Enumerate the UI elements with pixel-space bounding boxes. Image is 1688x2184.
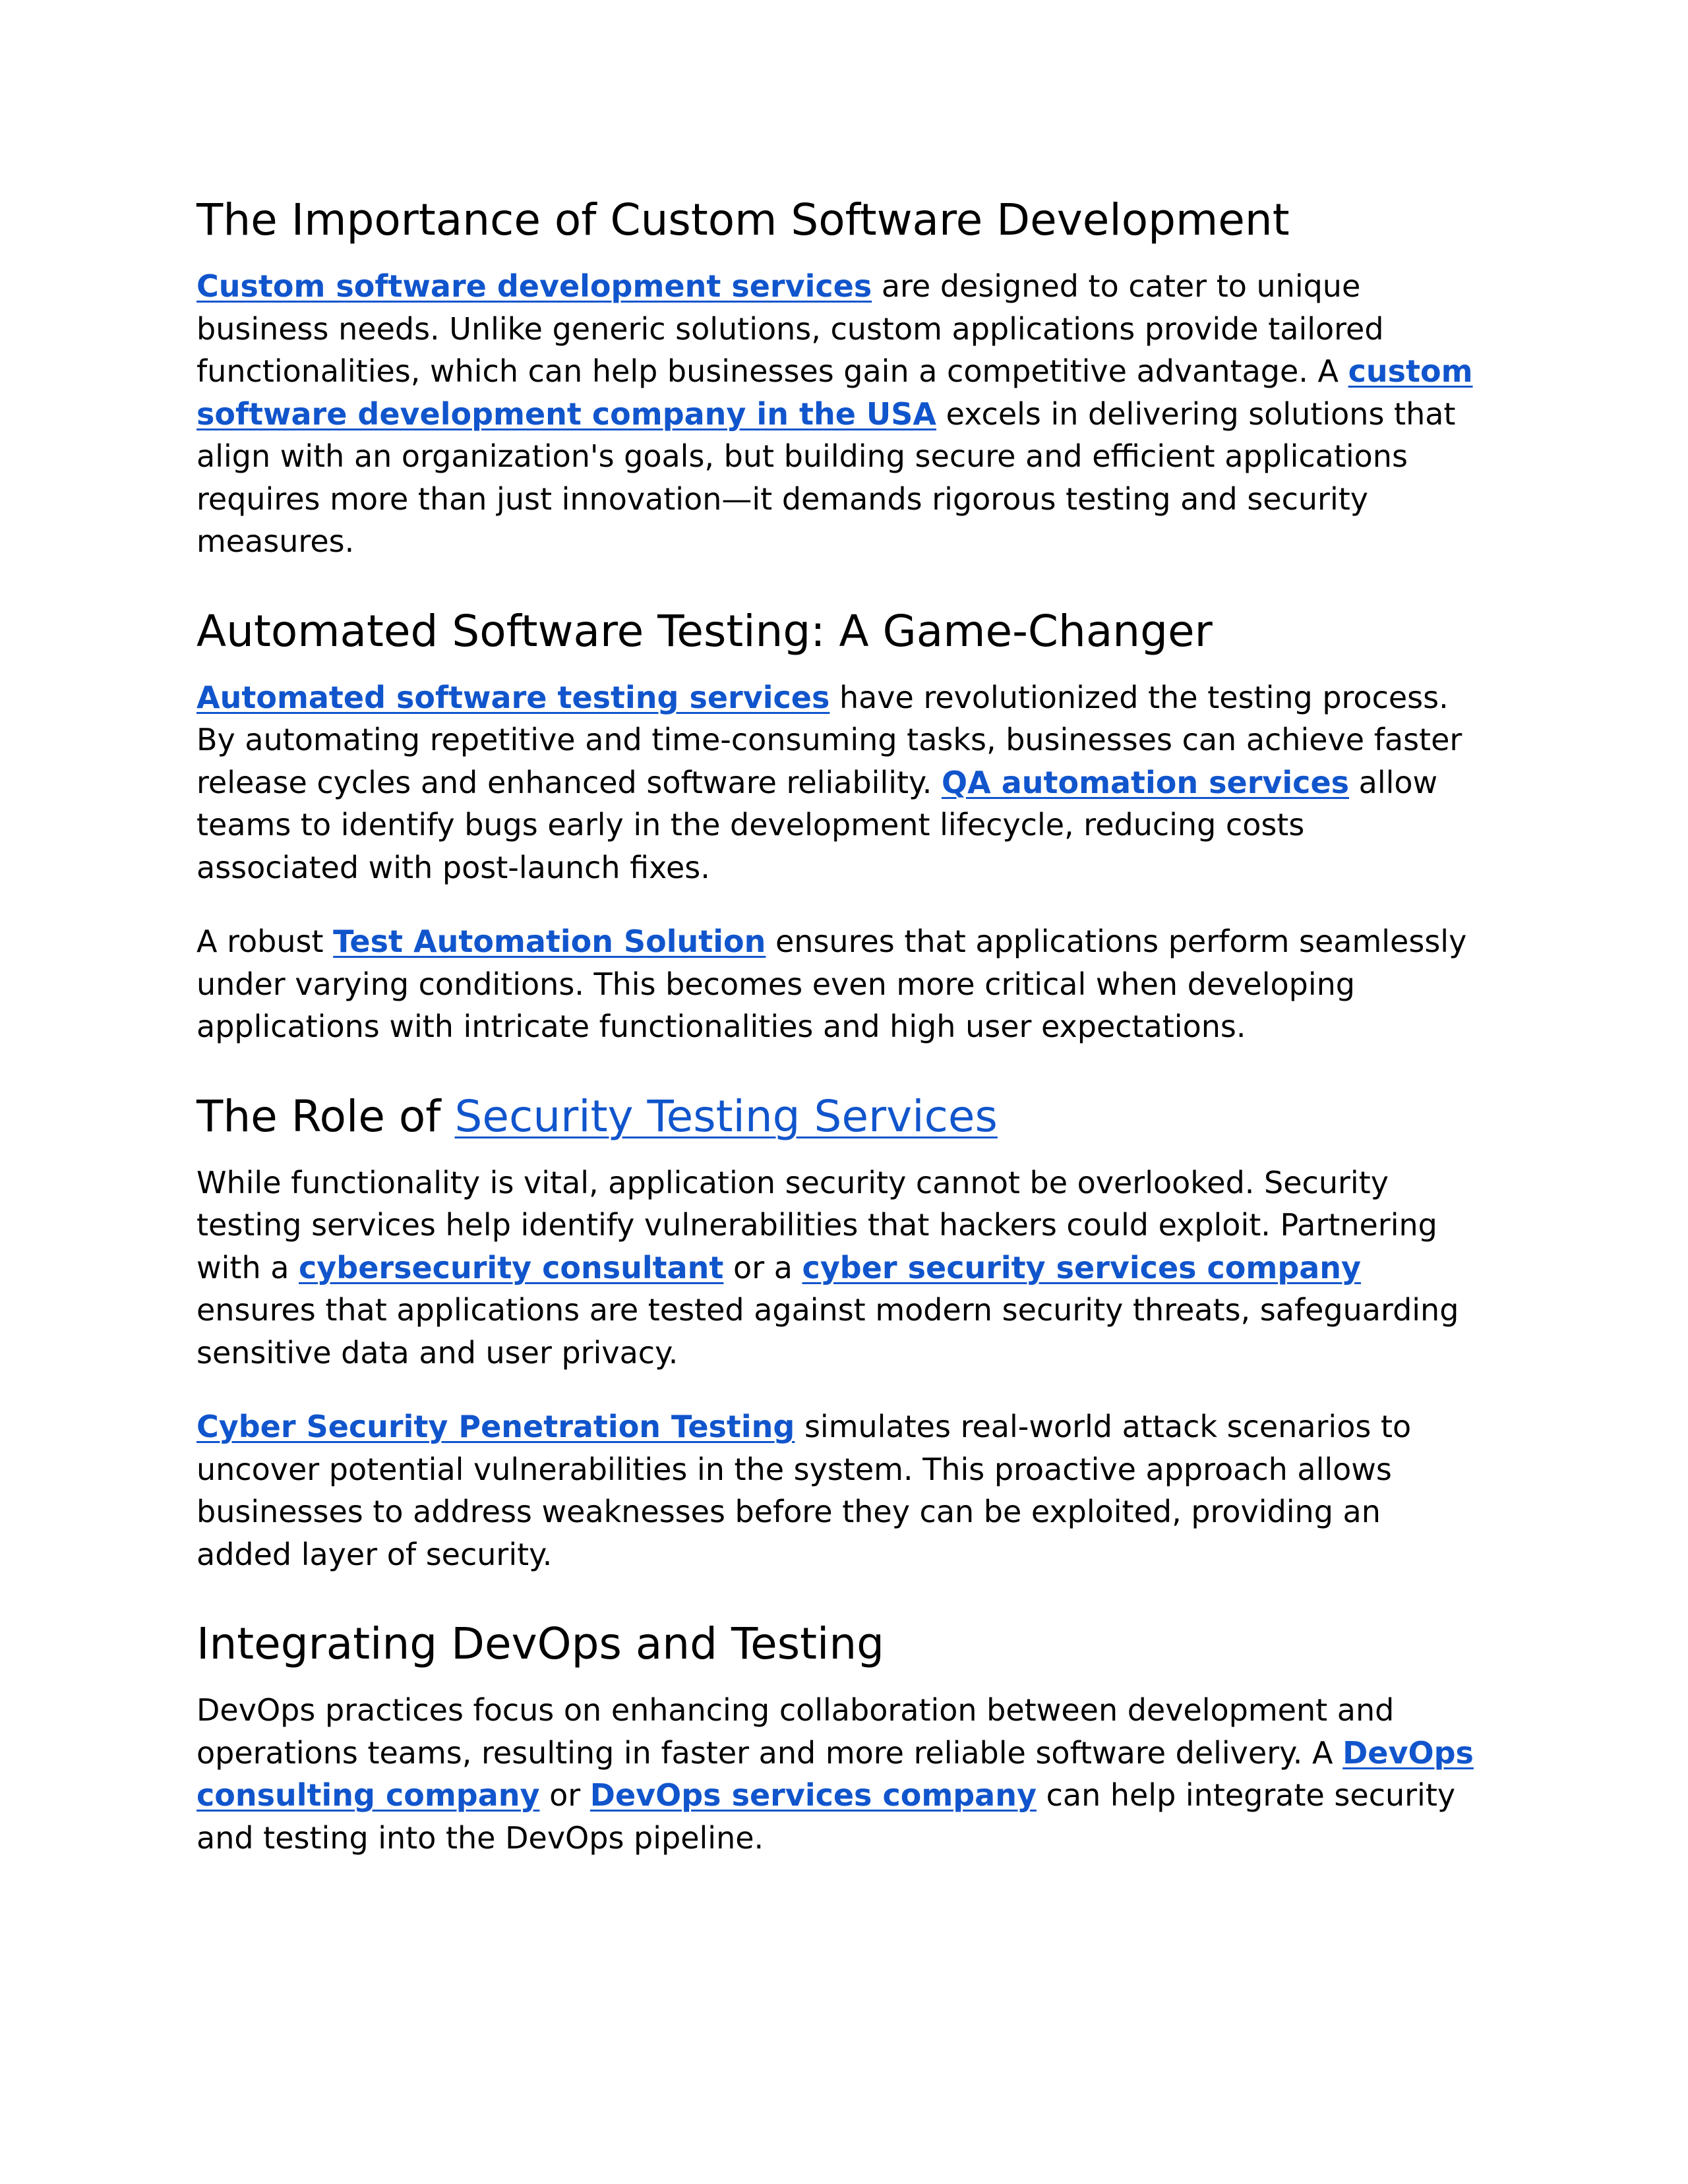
paragraph-security-testing — [196, 1162, 1476, 1374]
section-heading-automated-testing: Automated Software Testing: A Game-Changer — [196, 605, 1213, 657]
section-heading-security-testing — [196, 1088, 1476, 1146]
section-heading-devops: Integrating DevOps and Testing — [196, 1618, 885, 1669]
paragraph-text: or a — [723, 1249, 802, 1285]
paragraph-text: have revolutionized the testing process. By automating repetitive and time-consuming tasks, businesses can achieve faster release cycles and enhanced software reliability. — [196, 679, 1462, 800]
link-devops-services-company[interactable]: DevOps services company — [589, 1777, 1037, 1813]
paragraph-text: ensures that applications perform seamlessly under varying conditions. This becomes even more critical when developing applications with intricate functionalities and high user expectations. — [196, 924, 1467, 1044]
link-cyber-security-services-company[interactable]: cyber security services company — [802, 1249, 1362, 1285]
paragraph-text: allow teams to identify bugs early in the development lifecycle, reducing costs associated with post-launch fixes. — [196, 764, 1438, 885]
link-automated-software-testing-services[interactable]: Automated software testing services — [196, 679, 830, 715]
paragraph-text: excels in delivering solutions that align with an organization's goals, but building secure and efficient applications requires more than just innovation—it demands rigorous testing and security measures. — [196, 396, 1456, 559]
paragraph-automated-testing — [196, 676, 1476, 889]
paragraph-penetration-testing — [196, 1405, 1476, 1576]
link-custom-software-development-services[interactable]: Custom software development services — [196, 268, 872, 304]
paragraph-text: DevOps practices focus on enhancing collaboration between development and operations teams, resulting in faster and more reliable software delivery. A — [196, 1692, 1395, 1771]
paragraph-text: are designed to cater to unique business needs. Unlike generic solutions, custom applications provide tailored functionalities, which can help businesses gain a competitive advantage. A — [196, 268, 1384, 389]
link-cybersecurity-consultant[interactable]: cybersecurity consultant — [299, 1249, 724, 1285]
paragraph-test-automation-solution — [196, 920, 1476, 1048]
paragraph-text: can help integrate security and testing into the DevOps pipeline. — [196, 1777, 1456, 1856]
link-test-automation-solution[interactable]: Test Automation Solution — [333, 924, 766, 959]
paragraph-text: A robust — [196, 924, 334, 959]
paragraph-text: or — [539, 1777, 590, 1813]
link-qa-automation-services[interactable]: QA automation services — [941, 764, 1350, 800]
paragraph-devops — [196, 1689, 1476, 1859]
link-cyber-security-penetration-testing[interactable]: Cyber Security Penetration Testing — [196, 1409, 795, 1444]
link-security-testing-services[interactable]: Security Testing Services — [454, 1090, 998, 1142]
paragraph-text: simulates real-world attack scenarios to uncover potential vulnerabilities in the system. This proactive approach allows businesses to address weaknesses before they can be exploited, providing an added layer of security. — [196, 1409, 1412, 1572]
link-devops-consulting-company[interactable]: DevOps consulting company — [196, 1734, 1474, 1813]
heading-text: The Role of — [196, 1090, 455, 1142]
link-custom-software-company-usa[interactable]: custom software development company in the USA — [196, 353, 1473, 432]
paragraph-custom-software — [196, 265, 1476, 563]
paragraph-text: While functionality is vital, application security cannot be overlooked. Security testing services help identify vulnerabilities that hackers could exploit. Partnering with a — [196, 1164, 1437, 1285]
document-page — [196, 191, 1476, 1891]
paragraph-text: ensures that applications are tested against modern security threats, safeguarding sensitive data and user privacy. — [196, 1292, 1459, 1371]
section-heading-custom-software: The Importance of Custom Software Development — [196, 194, 1290, 245]
